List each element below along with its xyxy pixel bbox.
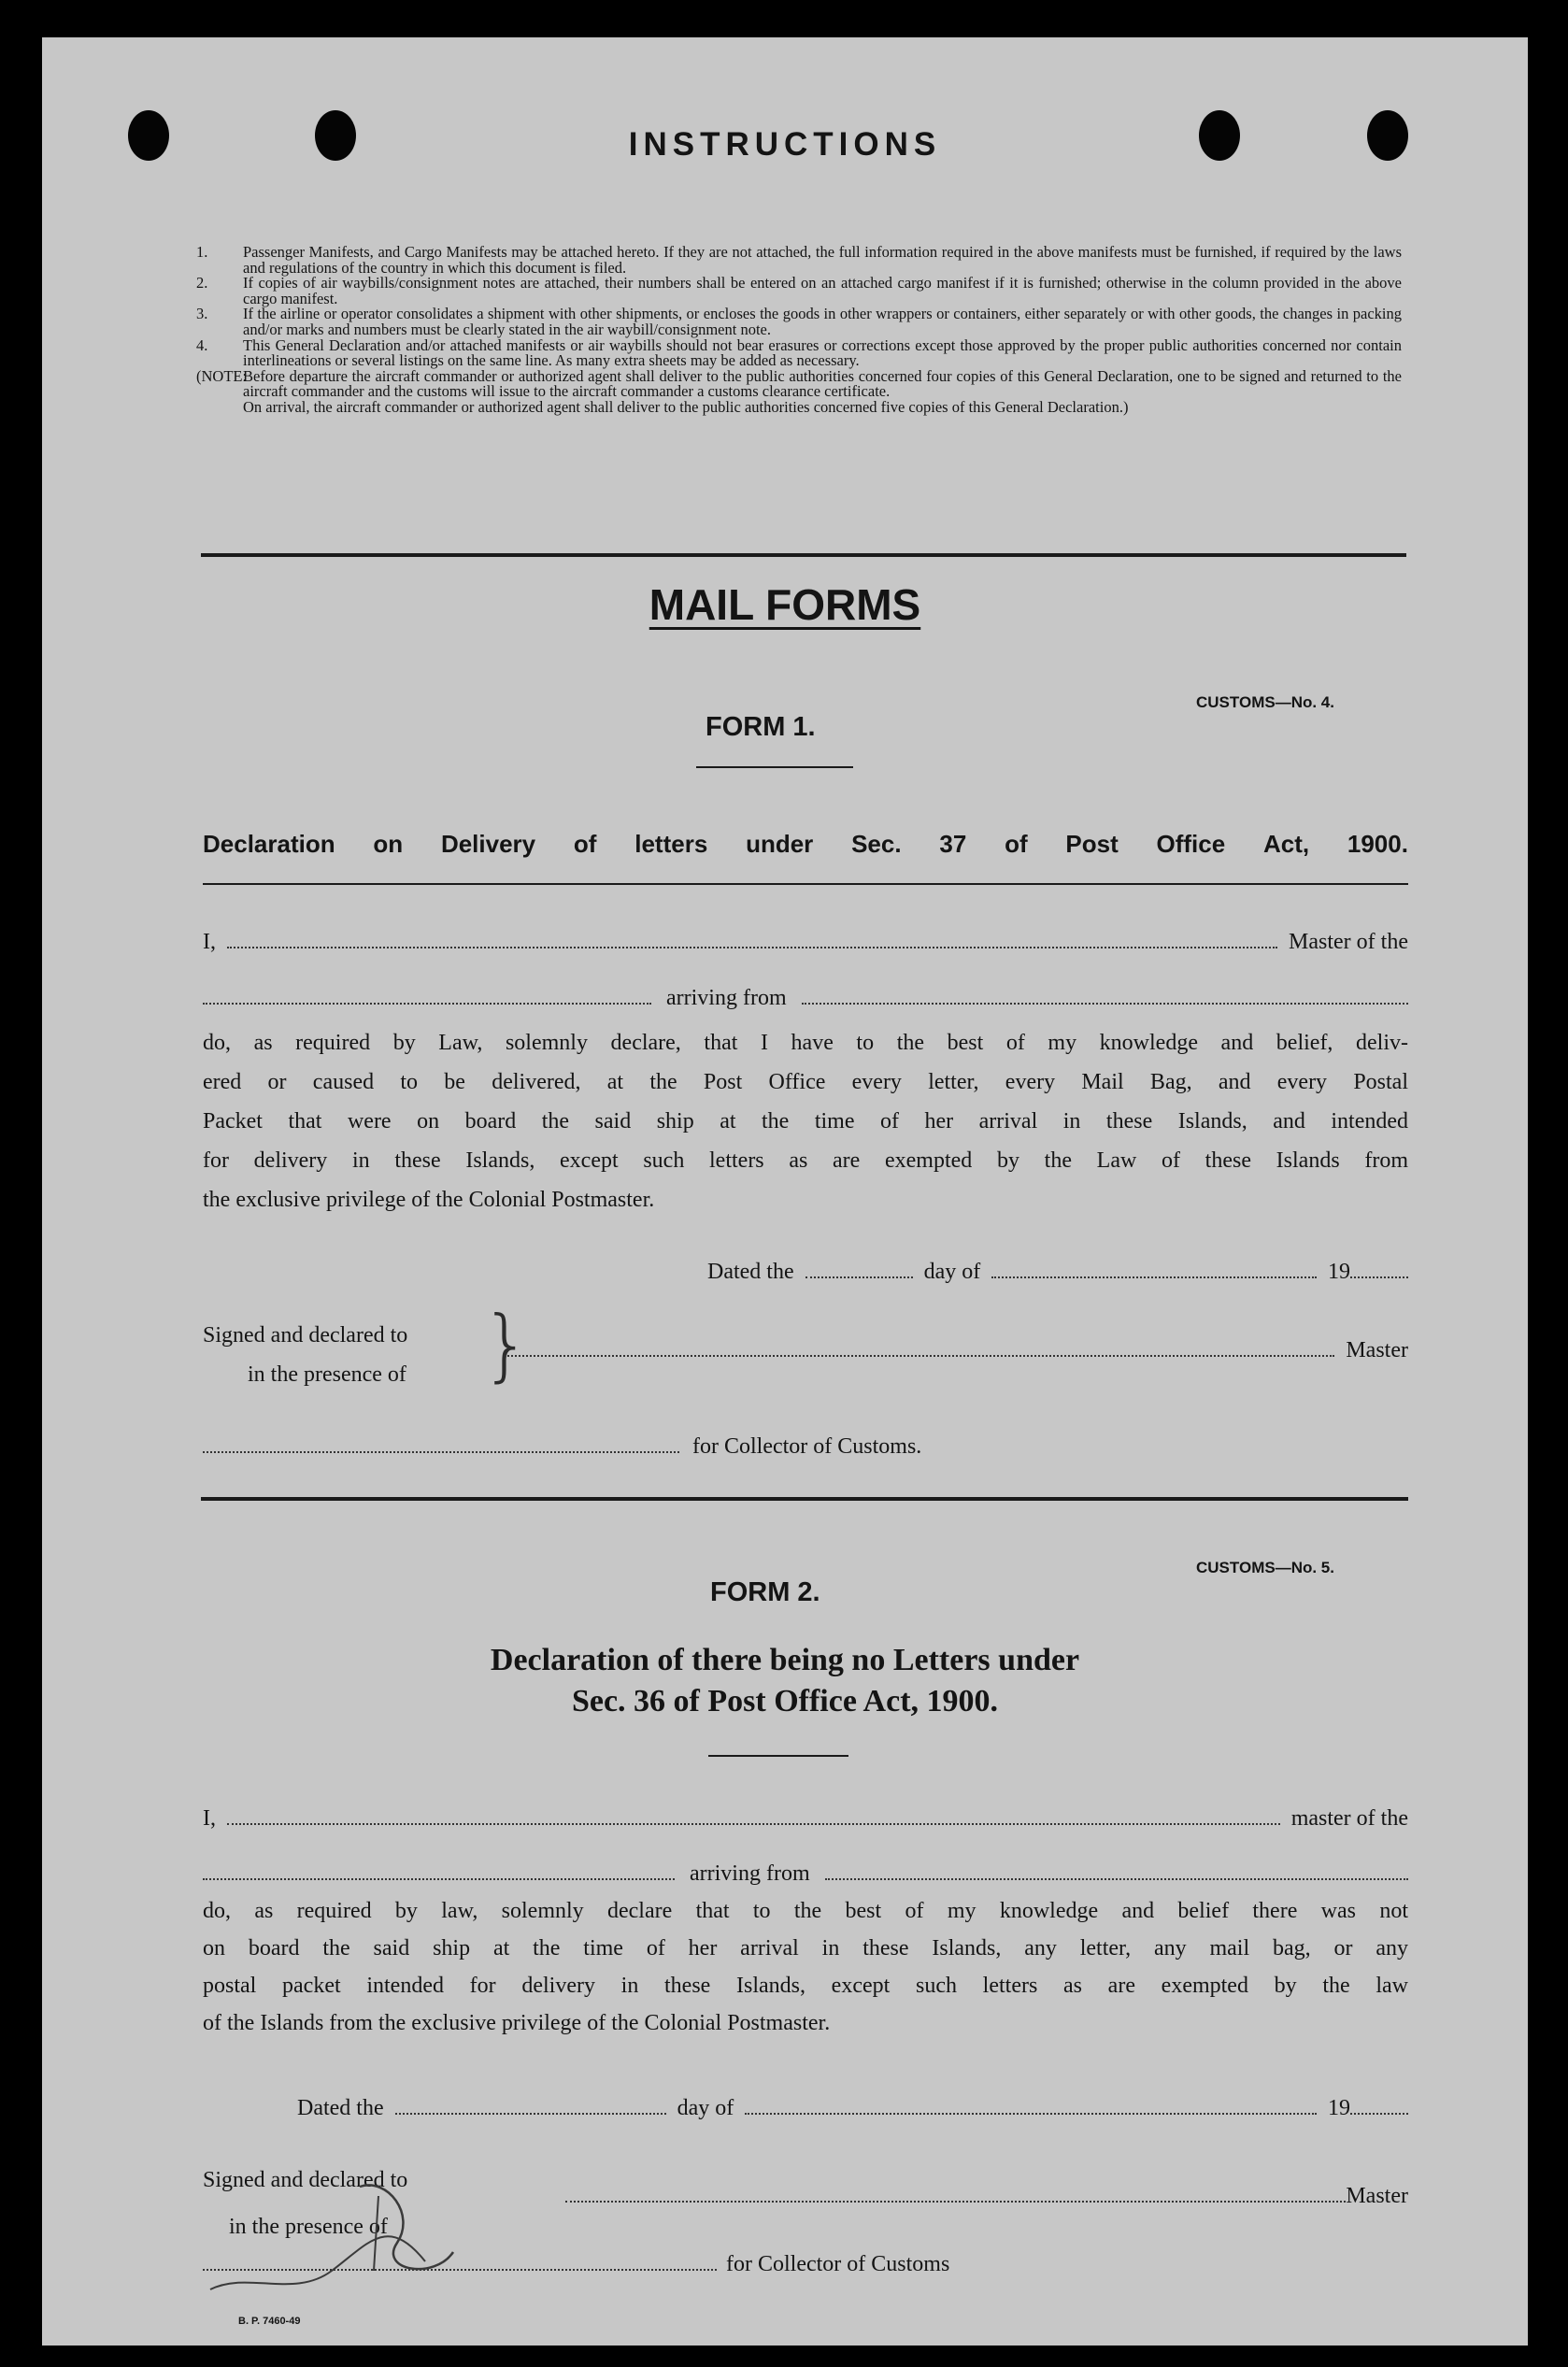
form1-arriving-from-field[interactable] bbox=[802, 986, 1408, 1005]
form2-customs-number: CUSTOMS—No. 5. bbox=[1196, 1559, 1334, 1576]
mail-forms-title: MAIL FORMS bbox=[649, 580, 921, 629]
form2-title-rule bbox=[708, 1755, 848, 1757]
form1-collector-signature-field[interactable] bbox=[203, 1434, 679, 1453]
instructions-list bbox=[196, 245, 1402, 416]
instructions-title: INSTRUCTIONS bbox=[628, 126, 942, 163]
instruction-item: 4. This General Declaration and/or attached manifests or air waybills should not bear erasures or corrections except those approved by the proper public authorities concerned nor contain interlineations or several listings on the same line. As many extra sheets may be added as necessary. bbox=[196, 335, 1402, 370]
form1-heading: FORM 1. bbox=[706, 712, 816, 742]
form1-ship-name-field[interactable] bbox=[203, 986, 651, 1005]
instruction-note-arrival: On arrival, the aircraft commander or authorized agent shall deliver to the public authorities concerned five copies of this General Declaration.) bbox=[243, 397, 1129, 416]
form1-declaration-title: Declaration on Delivery of letters under Sec. 37 of Post Office Act, 1900. bbox=[203, 830, 1408, 858]
form1-arriving-line: arriving from bbox=[203, 986, 1408, 1011]
form1-day-field[interactable] bbox=[805, 1260, 913, 1278]
form1-brace: } bbox=[481, 1299, 532, 1390]
form1-collector-line: for Collector of Customs. bbox=[203, 1434, 1044, 1460]
form1-signed-label: Signed and declared to in the presence of bbox=[203, 1323, 408, 1387]
form2-master-line: I, master of the bbox=[203, 1806, 1408, 1831]
form2-body: do, as required by law, solemnly declare that to the best of my knowledge and belief there was not on board the said ship at the time of her arrival in these Islands, any letter, any mail bag, or any postal packet intended for delivery in these Islands, except such letters as are exempted by the law of the Islands from the exclusive privilege of the Colonial Postmaster. bbox=[203, 1899, 1408, 2035]
form2-master-signature-field[interactable] bbox=[565, 2184, 1346, 2203]
form2-day-field[interactable] bbox=[395, 2096, 666, 2115]
form1-master-signature-field[interactable] bbox=[505, 1338, 1334, 1357]
form2-master-signature-line: Master bbox=[565, 2184, 1408, 2209]
divider-form-split bbox=[201, 1497, 1408, 1501]
form1-body: do, as required by Law, solemnly declare, that I have to the best of my knowledge and belief, deliv- ered or caused to be delivered, at the Post Office every letter, every Mail Bag, and every Postal Packet that were on board the said ship at the time of her arrival in these Islands, and intended for delivery in these Islands, except such letters as are exempted by the Law of these Islands from the exclusive privilege of the Colonial Postmaster. bbox=[203, 1031, 1408, 1212]
form2-dated-line: Dated the day of 19 bbox=[297, 2096, 1408, 2121]
form1-month-field[interactable] bbox=[991, 1260, 1317, 1278]
instruction-item: 2. If copies of air waybills/consignment notes are attached, their numbers shall be entered on an attached cargo manifest if it is furnished; otherwise in the column provided in the above cargo manifest. bbox=[196, 274, 1402, 307]
form-code: B. P. 7460-49 bbox=[238, 2316, 301, 2327]
form2-collector-line: for Collector of Customs bbox=[203, 2252, 1044, 2277]
form1-heading-rule bbox=[696, 766, 853, 768]
form1-dated-line: Dated the day of 19 bbox=[707, 1260, 1408, 1285]
form1-master-name-field[interactable] bbox=[227, 930, 1277, 948]
form2-arriving-line: arriving from bbox=[203, 1861, 1408, 1887]
form2-arriving-from-field[interactable] bbox=[825, 1861, 1408, 1880]
document-page bbox=[42, 37, 1528, 2346]
instruction-item: 3. If the airline or operator consolidates a shipment with other shipments, or encloses the goods in other wrappers or containers, either separately or with other goods, the changes in packing and/or marks and numbers must be clearly stated in the air waybill/consignment note. bbox=[196, 305, 1402, 338]
form2-ship-name-field[interactable] bbox=[203, 1861, 675, 1880]
form2-month-field[interactable] bbox=[745, 2096, 1317, 2115]
form1-customs-number: CUSTOMS—No. 4. bbox=[1196, 693, 1334, 711]
handwritten-signature bbox=[192, 2159, 472, 2317]
form2-heading: FORM 2. bbox=[710, 1577, 820, 1607]
form1-master-line: I, Master of the bbox=[203, 930, 1408, 954]
form1-year-field[interactable] bbox=[1350, 1260, 1408, 1278]
form1-master-signature-line: Master bbox=[505, 1338, 1408, 1363]
instruction-item: 1. Passenger Manifests, and Cargo Manifests may be attached hereto. If they are not attached, the full information required in the above manifests must be furnished, if required by the laws and regulations of the country in which this document is filed. bbox=[196, 243, 1402, 277]
form2-year-field[interactable] bbox=[1350, 2096, 1408, 2115]
form2-master-name-field[interactable] bbox=[227, 1806, 1280, 1825]
divider-top bbox=[201, 553, 1406, 557]
instruction-note: (NOTE: Before departure the aircraft commander or authorized agent shall deliver to the public authorities concerned four copies of this General Declaration, one to be signed and returned to the aircraft commander and the customs will issue to the aircraft commander a customs clearance certificate. bbox=[196, 366, 1402, 401]
form2-declaration-title: Declaration of there being no Letters under Sec. 36 of Post Office Act, 1900. bbox=[490, 1643, 1080, 1718]
form1-title-rule bbox=[203, 883, 1408, 885]
form2-signed-label: Signed and declared to in the presence of bbox=[203, 2168, 408, 2239]
